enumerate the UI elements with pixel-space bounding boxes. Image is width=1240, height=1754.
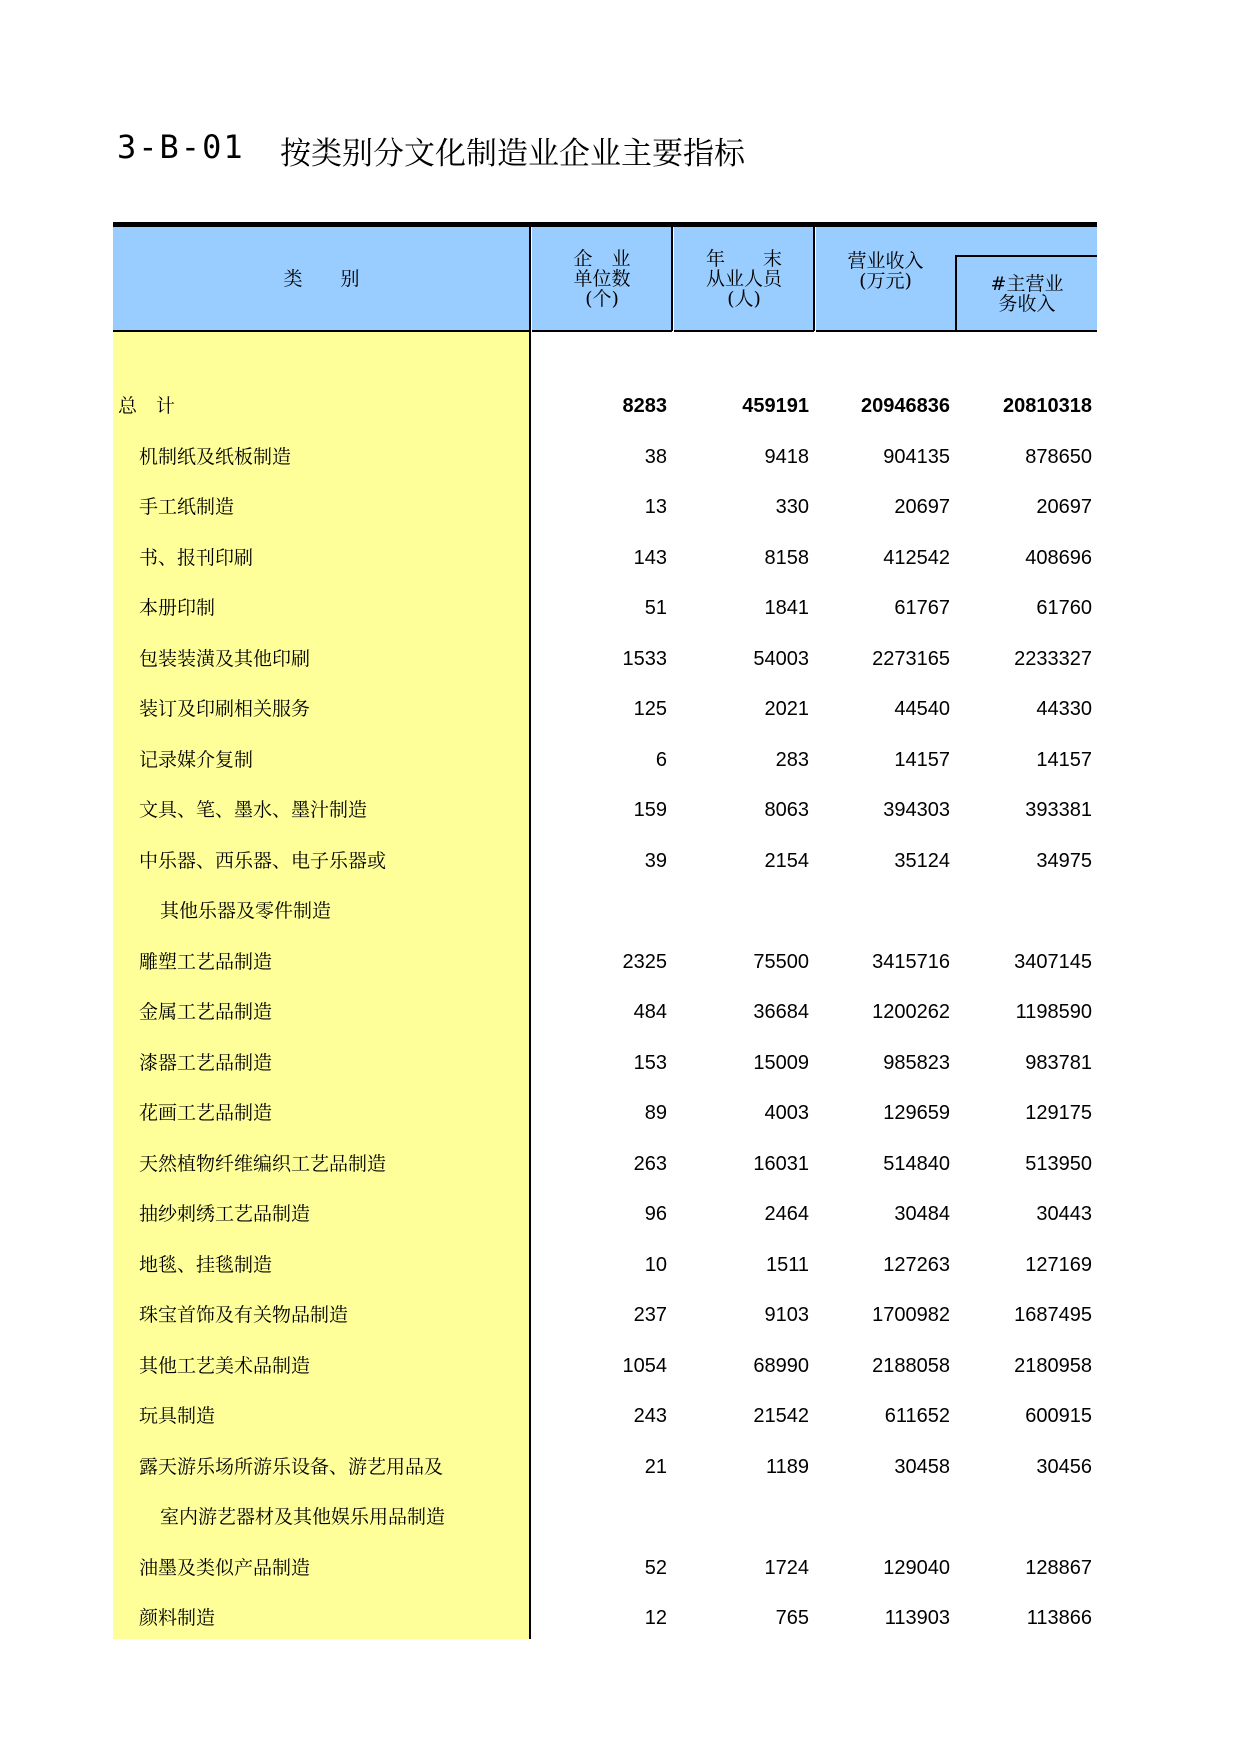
employees-value: 21542	[753, 1405, 809, 1427]
table-row	[113, 785, 1097, 835]
employees-value: 8063	[764, 799, 809, 821]
table-row	[113, 533, 1097, 583]
enterprises-value: 12	[644, 1607, 667, 1629]
revenue-value: 14157	[894, 748, 950, 771]
row-label: 其他工艺美术品制造	[139, 1354, 311, 1377]
header-line: #主营业	[990, 272, 1064, 295]
main-revenue-value: 30443	[1036, 1203, 1092, 1225]
enterprises-value: 237	[633, 1304, 667, 1326]
employees-value: 1189	[765, 1455, 809, 1478]
row-label: 漆器工艺品制造	[139, 1051, 273, 1074]
employees-value: 2154	[764, 849, 809, 872]
table-row	[113, 482, 1097, 532]
main-revenue-value: 44330	[1036, 698, 1092, 720]
row-label: 颜料制造	[139, 1607, 216, 1629]
revenue-value: 412542	[883, 546, 950, 569]
enterprises-value: 39	[644, 849, 667, 872]
table-row	[113, 987, 1097, 1037]
revenue-value: 514840	[883, 1152, 950, 1175]
main-revenue-value: 30456	[1036, 1455, 1092, 1478]
row-label: 金属工艺品制造	[139, 1001, 273, 1023]
row-label: 花画工艺品制造	[139, 1102, 273, 1124]
revenue-value: 1700982	[872, 1304, 950, 1326]
employees-value: 2464	[764, 1203, 809, 1225]
main-revenue-value: 878650	[1025, 445, 1092, 468]
enterprises-value: 1054	[622, 1354, 667, 1377]
row-label: 雕塑工艺品制造	[139, 950, 273, 973]
main-revenue-value: 393381	[1025, 799, 1092, 821]
table-row	[113, 583, 1097, 633]
employees-value: 54003	[753, 647, 809, 670]
header-line: 年 末	[705, 247, 782, 270]
table-row	[113, 684, 1097, 734]
employees-value: 8158	[764, 546, 809, 569]
employees-value: 283	[775, 748, 809, 771]
enterprises-value: 2325	[622, 950, 667, 973]
row-label: 油墨及类似产品制造	[139, 1556, 311, 1579]
main-revenue-value: 513950	[1025, 1152, 1092, 1175]
table-row	[113, 1341, 1097, 1391]
employees-value: 9103	[764, 1304, 809, 1326]
enterprises-value: 89	[644, 1102, 667, 1124]
table-row	[113, 1391, 1097, 1441]
employees-value: 459191	[742, 395, 809, 417]
employees-value: 15009	[753, 1051, 809, 1074]
row-label: 天然植物纤维编织工艺品制造	[139, 1152, 387, 1175]
main-revenue-value: 113866	[1026, 1607, 1092, 1629]
header-employees	[674, 227, 814, 332]
header-category	[113, 227, 530, 332]
main-revenue-value: 34975	[1036, 849, 1092, 872]
enterprises-value: 21	[644, 1455, 667, 1478]
page-title: 按类别分文化制造业企业主要指标	[280, 136, 745, 172]
main-revenue-value: 2180958	[1014, 1354, 1092, 1377]
revenue-value: 44540	[894, 698, 950, 720]
row-label: 地毯、挂毯制造	[139, 1253, 273, 1276]
main-revenue-value: 983781	[1025, 1051, 1092, 1074]
revenue-value: 61767	[894, 597, 950, 619]
table-row	[113, 1088, 1097, 1138]
enterprises-value: 38	[644, 445, 667, 468]
row-label: 装订及印刷相关服务	[139, 698, 311, 720]
revenue-value: 20697	[894, 496, 950, 518]
header-line: 从业人员	[705, 267, 782, 290]
main-revenue-value: 408696	[1025, 546, 1092, 569]
main-revenue-value: 3407145	[1014, 950, 1092, 973]
main-revenue-value: 20697	[1036, 496, 1092, 518]
employees-value: 68990	[753, 1354, 809, 1377]
table-row	[113, 1492, 1097, 1542]
enterprises-value: 243	[633, 1405, 667, 1427]
employees-value: 2021	[764, 698, 809, 720]
header-line: 单位数	[573, 267, 631, 290]
row-label: 手工纸制造	[139, 496, 235, 518]
enterprises-value: 51	[644, 597, 667, 619]
enterprises-value: 263	[633, 1152, 667, 1175]
header-main-revenue	[955, 255, 1097, 330]
table-row	[113, 1543, 1097, 1593]
header-line: 企 业	[573, 247, 631, 270]
revenue-value: 904135	[883, 445, 950, 468]
revenue-value: 127263	[883, 1253, 950, 1276]
enterprises-value: 13	[644, 496, 667, 518]
revenue-value: 985823	[883, 1051, 950, 1074]
enterprises-value: 96	[644, 1203, 667, 1225]
employees-value: 1724	[764, 1556, 809, 1579]
employees-value: 1841	[764, 597, 809, 619]
main-revenue-value: 20810318	[1003, 395, 1092, 417]
employees-value: 16031	[753, 1152, 809, 1175]
row-label: 本册印制	[139, 597, 216, 619]
enterprises-value: 6	[655, 748, 667, 771]
table-row	[113, 1442, 1097, 1492]
row-label: 抽纱刺绣工艺品制造	[139, 1203, 311, 1225]
main-revenue-value: 61760	[1036, 597, 1092, 619]
revenue-value: 394303	[883, 799, 950, 821]
table-row	[113, 1593, 1097, 1643]
enterprises-value: 8283	[622, 395, 667, 417]
header-category-label: 类 别	[283, 267, 360, 290]
enterprises-value: 10	[644, 1253, 667, 1276]
row-label: 露天游乐场所游乐设备、游艺用品及	[139, 1455, 444, 1478]
revenue-value: 3415716	[872, 950, 950, 973]
row-label: 记录媒介复制	[139, 748, 254, 771]
revenue-value: 30458	[894, 1455, 950, 1478]
table-row	[113, 836, 1097, 886]
enterprises-value: 1533	[622, 647, 667, 670]
table-row	[113, 1139, 1097, 1189]
enterprises-value: 159	[633, 799, 667, 821]
row-label: 其他乐器及零件制造	[160, 900, 332, 922]
revenue-value: 20946836	[861, 395, 950, 417]
main-revenue-value: 129175	[1025, 1102, 1092, 1124]
table-row	[113, 1038, 1097, 1088]
table-row	[113, 634, 1097, 684]
main-revenue-value: 127169	[1025, 1253, 1092, 1276]
main-revenue-value: 128867	[1025, 1556, 1092, 1579]
revenue-value: 1200262	[872, 1001, 950, 1023]
revenue-value: 2188058	[872, 1354, 950, 1377]
header-line: (个)	[585, 287, 619, 310]
table-row	[113, 937, 1097, 987]
table-row	[113, 1290, 1097, 1340]
header-line: (人)	[727, 287, 761, 310]
enterprises-value: 153	[633, 1051, 667, 1074]
row-label: 机制纸及纸板制造	[139, 445, 292, 468]
revenue-value: 129040	[883, 1556, 950, 1579]
header-enterprises	[532, 227, 672, 332]
employees-value: 9418	[764, 445, 809, 468]
enterprises-value: 125	[633, 698, 667, 720]
row-label: 文具、笔、墨水、墨汁制造	[139, 799, 368, 821]
table-code: 3-B-01	[117, 128, 245, 166]
enterprises-value: 52	[644, 1556, 667, 1579]
revenue-value: 611652	[884, 1405, 950, 1427]
employees-value: 765	[775, 1607, 809, 1629]
main-revenue-value: 14157	[1036, 748, 1092, 771]
divider	[813, 227, 815, 331]
main-revenue-value: 1198590	[1015, 1001, 1092, 1023]
revenue-value: 113903	[884, 1607, 950, 1629]
table-row-total	[113, 381, 1097, 431]
header-line: 务收入	[998, 292, 1056, 315]
table-row	[113, 886, 1097, 936]
header-line: (万元)	[859, 269, 912, 292]
table-row	[113, 1189, 1097, 1239]
employees-value: 4003	[764, 1102, 809, 1124]
revenue-value: 30484	[894, 1203, 950, 1225]
row-label: 室内游艺器材及其他娱乐用品制造	[160, 1506, 446, 1528]
employees-value: 36684	[753, 1001, 809, 1023]
row-label: 总 计	[118, 395, 176, 417]
revenue-value: 2273165	[872, 647, 950, 670]
enterprises-value: 484	[633, 1001, 667, 1023]
row-label: 玩具制造	[139, 1405, 216, 1427]
divider	[671, 227, 673, 331]
employees-value: 1511	[765, 1253, 809, 1276]
table-row	[113, 1240, 1097, 1290]
table-row	[113, 735, 1097, 785]
employees-value: 330	[775, 496, 809, 518]
enterprises-value: 143	[633, 546, 667, 569]
row-label: 珠宝首饰及有关物品制造	[139, 1304, 349, 1326]
revenue-value: 35124	[894, 849, 950, 872]
header-line: 营业收入	[847, 249, 924, 272]
row-label: 包装装潢及其他印刷	[139, 647, 311, 670]
main-revenue-value: 2233327	[1014, 647, 1092, 670]
main-revenue-value: 600915	[1025, 1405, 1092, 1427]
employees-value: 75500	[753, 950, 809, 973]
table-row	[113, 432, 1097, 482]
main-revenue-value: 1687495	[1014, 1304, 1092, 1326]
row-label: 中乐器、西乐器、电子乐器或	[139, 849, 387, 872]
row-label: 书、报刊印刷	[139, 546, 254, 569]
revenue-value: 129659	[883, 1102, 950, 1124]
